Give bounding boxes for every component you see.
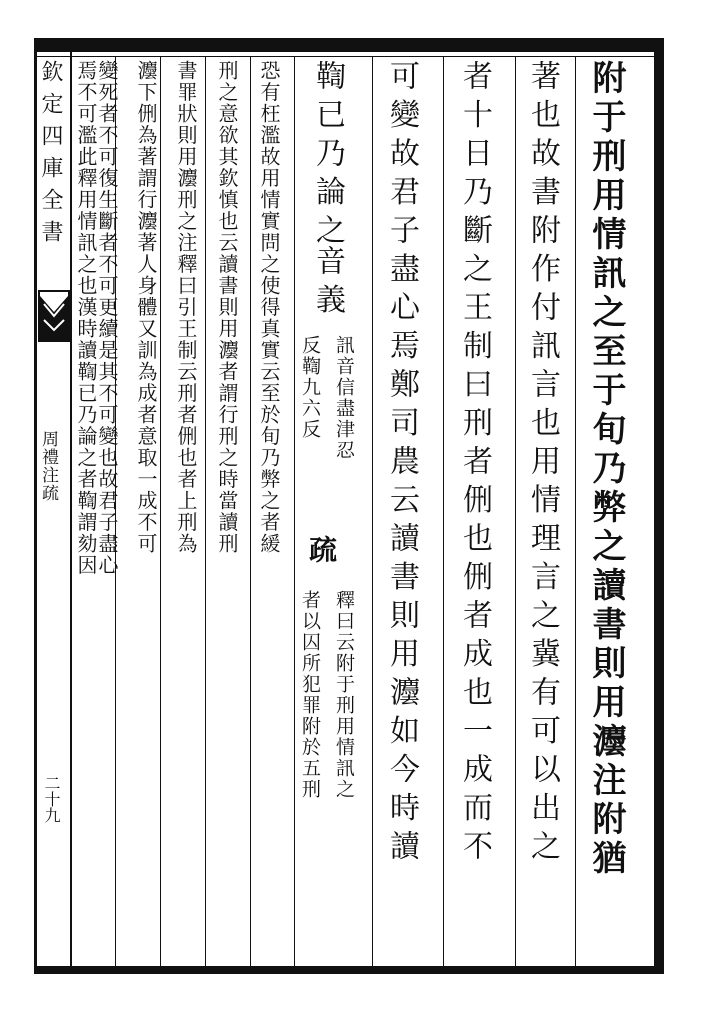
classic-text-heading: 附于刑用情訊之至于旬乃弊之讀書則用灋注附猶 bbox=[586, 60, 626, 879]
margin-divider bbox=[70, 38, 72, 974]
yinyi-label: 音義 bbox=[310, 245, 345, 322]
column-divider bbox=[575, 56, 576, 966]
subcommentary-column: 刑之意欲其欽慎也云讀書則用灋者謂行刑之時當讀刑 bbox=[215, 60, 239, 555]
shu-marker-wrap bbox=[305, 535, 338, 563]
column-divider bbox=[294, 56, 295, 966]
subcommentary-column: 變死者不可復生斷者不可更續是其不可變也故君子盡心 bbox=[95, 60, 119, 576]
subcommentary-column: 書罪狀則用灋刑之注釋曰引王制云刑者侀也者上刑為 bbox=[174, 60, 198, 555]
top-border-rule bbox=[34, 52, 664, 57]
column-divider bbox=[443, 56, 444, 966]
fish-tail-mark-icon bbox=[38, 290, 70, 342]
collection-title: 欽定四庫全書 bbox=[38, 60, 63, 252]
page-number: 二十九 bbox=[42, 775, 61, 823]
subcommentary-column: 焉不可濫此釋用情訊之也漢時讀鞫已乃論之者鞫謂劾因 bbox=[74, 60, 98, 576]
commentary-column: 可變故君子盡心焉鄭司農云讀書則用灋如今時讀 bbox=[384, 60, 419, 869]
column-divider bbox=[250, 56, 251, 966]
right-border-band bbox=[654, 38, 664, 974]
commentary-column-end: 鞫已乃論之 bbox=[310, 60, 345, 253]
subcommentary-text: 釋曰云附于刑用情訊之 bbox=[333, 590, 355, 800]
column-divider bbox=[205, 56, 206, 966]
book-title: 周禮注疏 bbox=[38, 430, 58, 502]
top-border-band bbox=[34, 38, 664, 52]
page-border bbox=[34, 38, 664, 974]
commentary-column: 著也故書附作付訊言也用情理言之冀有可以出之 bbox=[525, 60, 560, 869]
pronunciation-gloss: 訊音信盡津忍 bbox=[333, 335, 355, 461]
subcommentary-column: 灋下侀為著謂行灋著人身體又訓為成者意取一成不可 bbox=[134, 60, 158, 555]
column-divider bbox=[515, 56, 516, 966]
commentary-column: 者十日乃斷之王制曰刑者侀也侀者成也一成而不 bbox=[457, 60, 492, 869]
shu-marker: 疏 bbox=[305, 535, 338, 563]
column-divider bbox=[372, 56, 373, 966]
subcommentary-text: 者以囚所犯罪附於五刑 bbox=[299, 590, 321, 800]
column-divider bbox=[160, 56, 161, 966]
bottom-border-band bbox=[34, 966, 664, 974]
subcommentary-column: 恐有枉濫故用情實問之使得真實云至於旬乃弊之者緩 bbox=[257, 60, 281, 555]
pronunciation-gloss: 反鞫九六反 bbox=[299, 335, 321, 440]
